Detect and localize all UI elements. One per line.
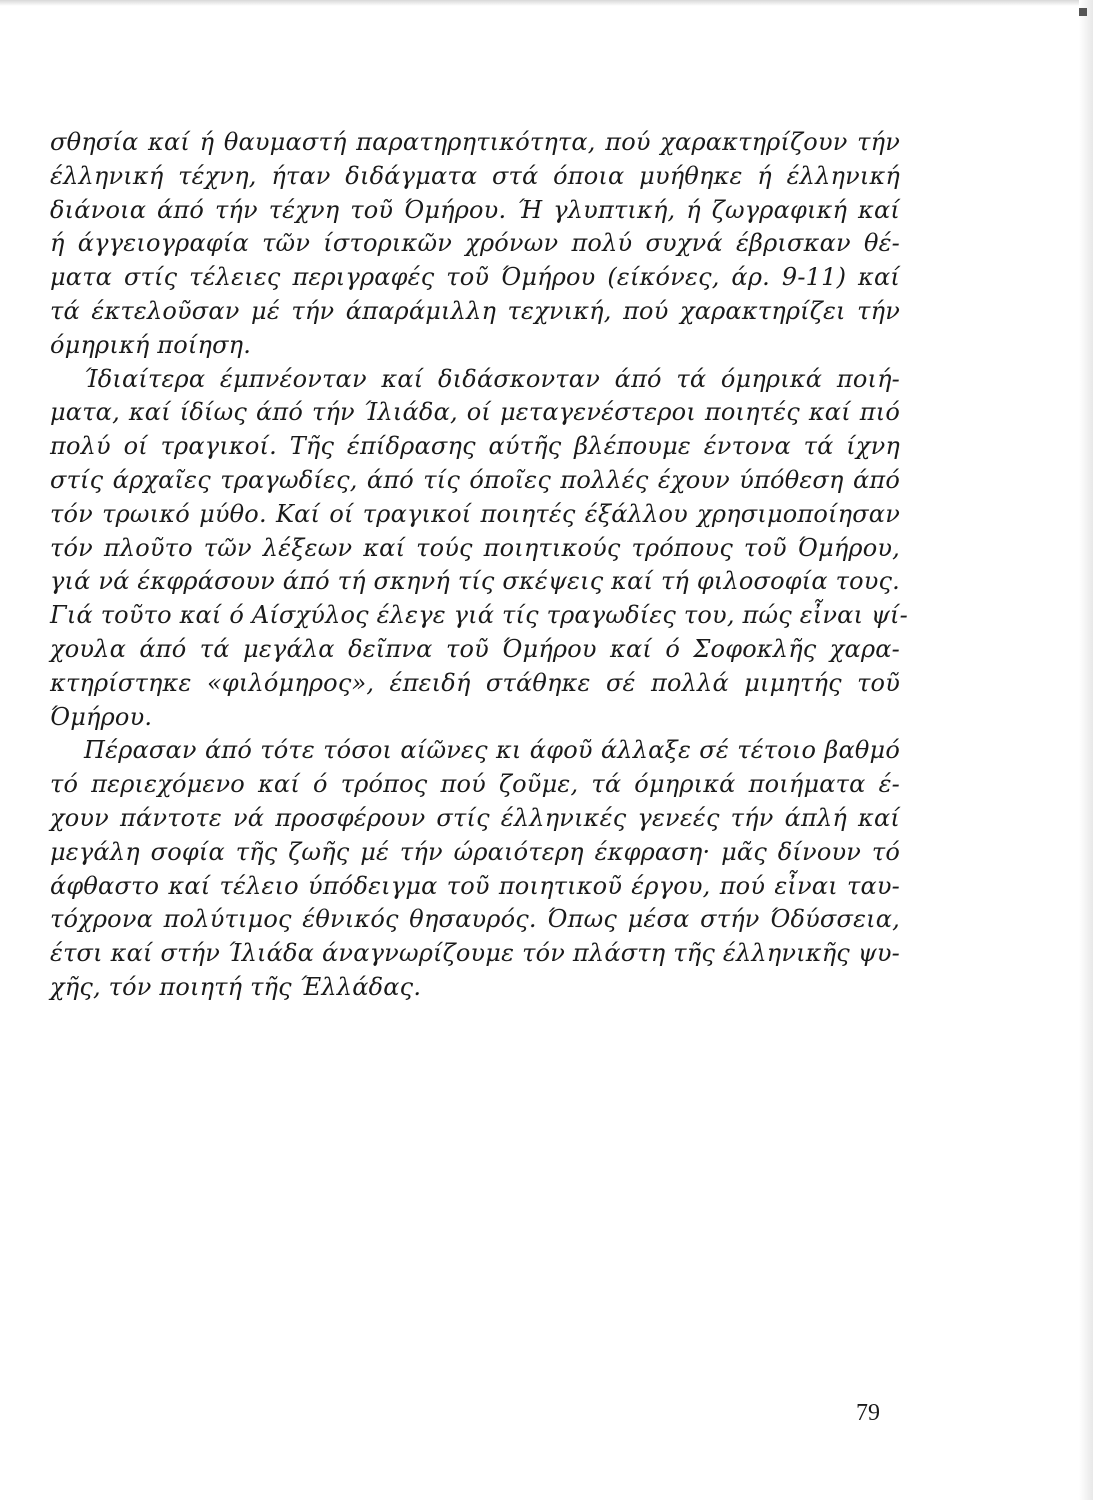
text-line: σθησία καί ή θαυμαστή παρατηρητικότητα, πού χαρακτηρίζουν τήν (50, 128, 900, 156)
page-number: 79 (856, 1400, 880, 1426)
text-line: στίς άρχαῖες τραγωδίες, άπό τίς όποῖες πολλές έχουν ύπόθεση άπό (50, 465, 900, 494)
text-line: γιά νά έκφράσουν άπό τή σκηνή τίς σκέψεις καί τή φιλοσοφία τους. (50, 567, 900, 596)
text-line: χουν πάντοτε νά προσφέρουν στίς έλληνικές γενεές τήν άπλή καί (50, 803, 900, 832)
text-line: τόν πλοῦτο τῶν λέξεων καί τούς ποιητικούς τρόπους τοῦ Όμήρου, (50, 533, 900, 562)
text-line: τό περιεχόμενο καί ό τρόπος πού ζοῦμε, τά όμηρικά ποιήματα έ- (50, 770, 900, 799)
text-line: διάνοια άπό τήν τέχνη τοῦ Όμήρου. Ή γλυπτική, ή ζωγραφική καί (50, 195, 900, 224)
text-line: χῆς, τόν ποιητή τῆς Έλλάδας. (50, 972, 422, 1001)
text-line: Ίδιαίτερα έμπνέονταν καί διδάσκονταν άπό τά όμηρικά ποιή- (84, 364, 900, 393)
text-line: πολύ οί τραγικοί. Τῆς έπίδρασης αύτῆς βλέπουμε έντονα τά ίχνη (50, 432, 900, 461)
text-line: ή άγγειογραφία τῶν ίστορικῶν χρόνων πολύ συχνά έβρισκαν θέ- (50, 229, 900, 258)
text-line: Γιά τοῦτο καί ό Αίσχύλος έλεγε γιά τίς τραγωδίες του, πώς εἶναι ψί- (50, 601, 908, 630)
text-line: ματα, καί ίδίως άπό τήν Ίλιάδα, οί μεταγενέστεροι ποιητές καί πιό (50, 398, 900, 427)
scan-right-edge (1079, 0, 1093, 1500)
text-line: χουλα άπό τά μεγάλα δεῖπνα τοῦ Όμήρου καί ό Σοφοκλῆς χαρα- (50, 634, 900, 663)
text-line: Πέρασαν άπό τότε τόσοι αίῶνες κι άφοῦ άλλαξε σέ τέτοιο βαθμό (84, 736, 900, 765)
text-line: τόχρονα πολύτιμος έθνικός θησαυρός. Όπως μέσα στήν Όδύσσεια, (50, 905, 900, 934)
text-line: ματα στίς τέλειες περιγραφές τοῦ Όμήρου (είκόνες, άρ. 9-11) καί (50, 263, 900, 292)
text-line: όμηρική ποίηση. (50, 330, 252, 359)
text-line: τόν τρωικό μύθο. Καί οί τραγικοί ποιητές έξάλλου χρησιμοποίησαν (50, 499, 900, 528)
text-line: τά έκτελοῦσαν μέ τήν άπαράμιλλη τεχνική, πού χαρακτηρίζει τήν (50, 296, 900, 325)
text-line: Όμήρου. (50, 702, 153, 731)
text-line: έτσι καί στήν Ίλιάδα άναγνωρίζουμε τόν πλάστη τῆς έλληνικῆς ψυ- (50, 939, 900, 968)
scan-top-edge (0, 0, 1093, 6)
scan-corner-mark (1079, 8, 1087, 16)
text-line: άφθαστο καί τέλειο ύπόδειγμα τοῦ ποιητικοῦ έργου, πού εἶναι ταυ- (50, 871, 900, 900)
body-text (50, 126, 908, 1005)
text-line: έλληνική τέχνη, ήταν διδάγματα στά όποια μυήθηκε ή έλληνική (50, 161, 900, 190)
text-line: μεγάλη σοφία τῆς ζωῆς μέ τήν ώραιότερη έκφραση· μᾶς δίνουν τό (50, 837, 900, 866)
text-line: κτηρίστηκε «φιλόμηρος», έπειδή στάθηκε σέ πολλά μιμητής τοῦ (50, 668, 900, 697)
